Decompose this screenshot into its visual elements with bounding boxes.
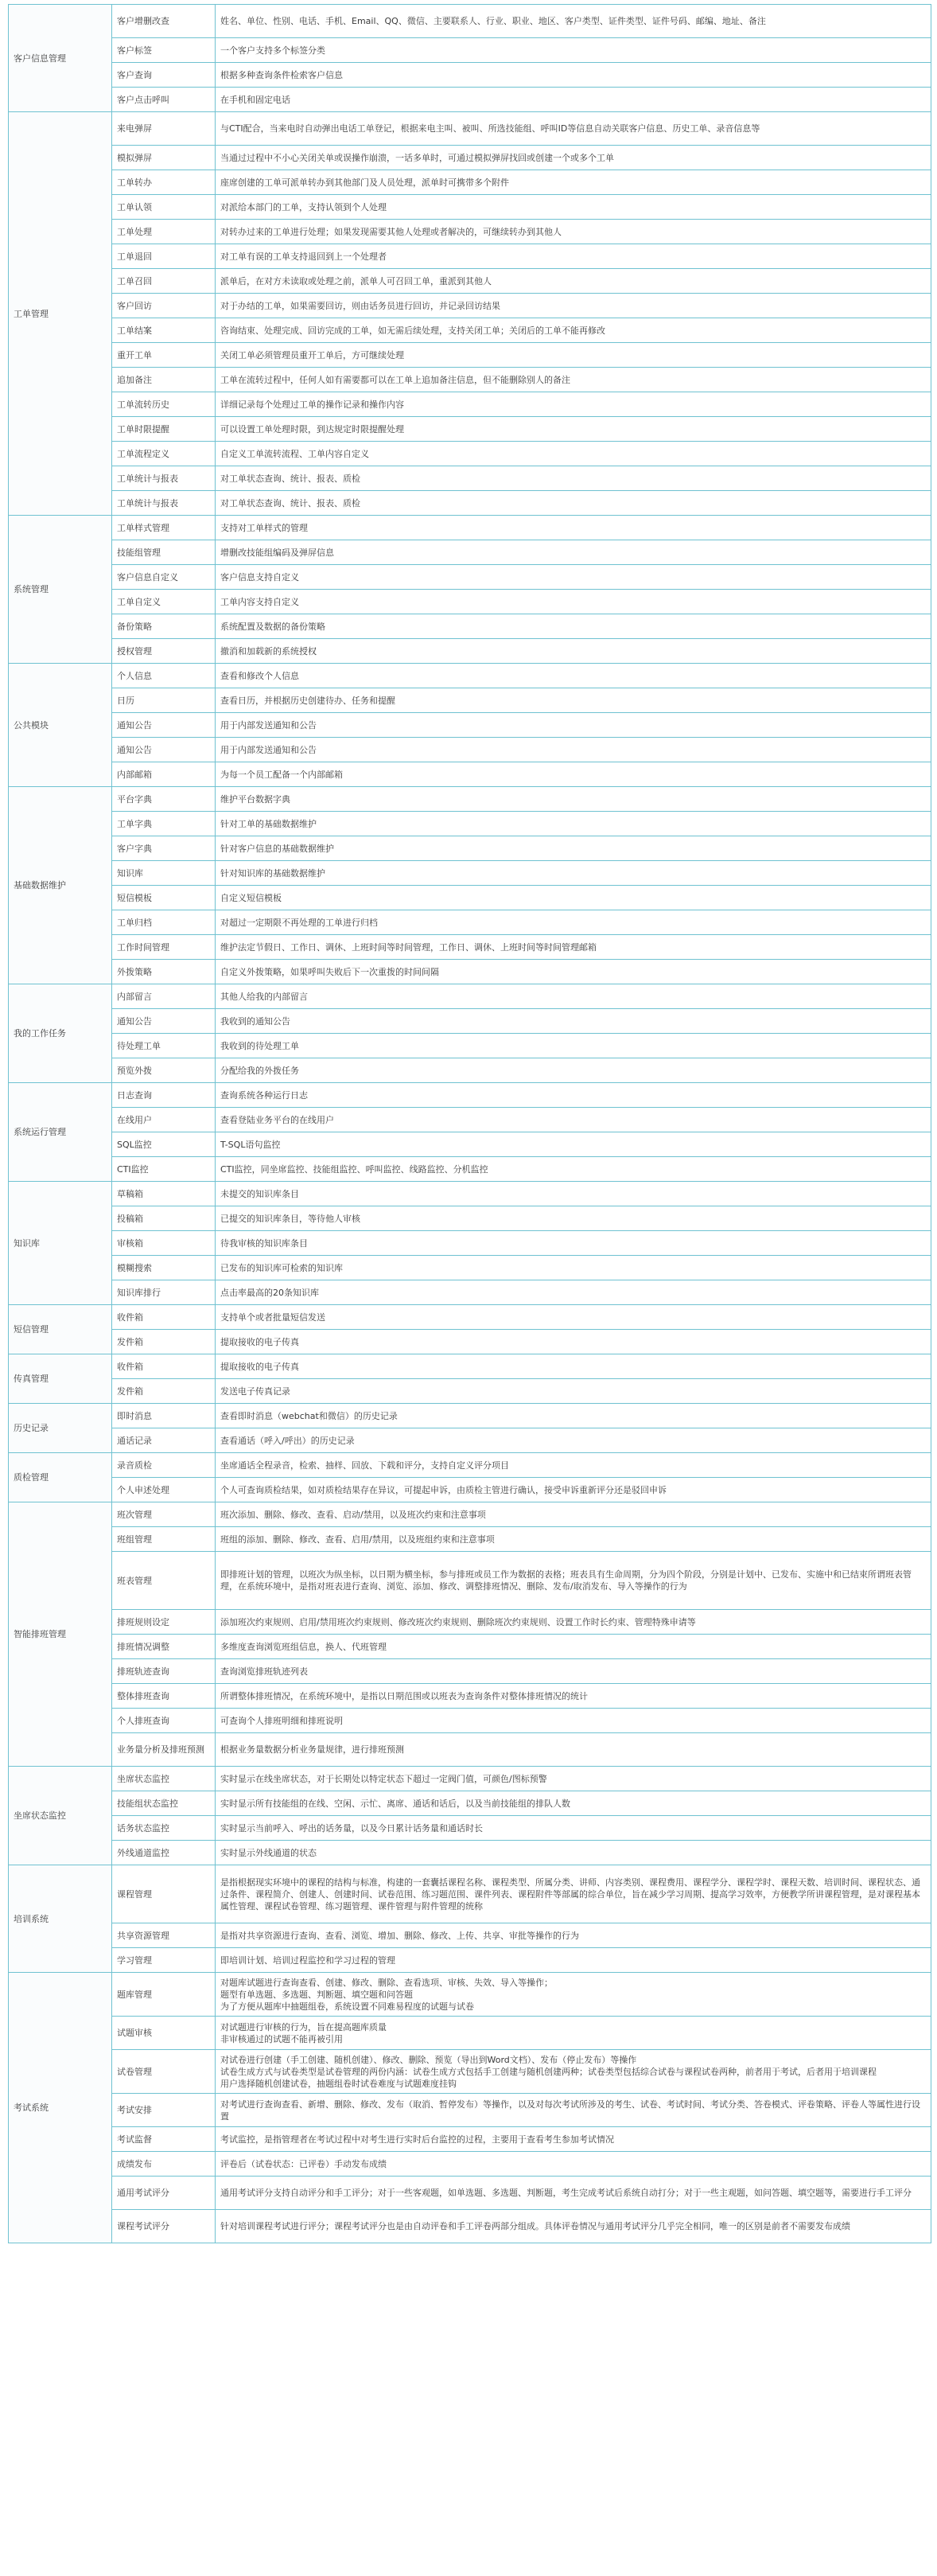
category-cell: 智能排班管理 xyxy=(9,1502,112,1767)
table-row xyxy=(9,2017,931,2050)
feature-cell: 日历 xyxy=(112,688,216,713)
description-cell: 对试题进行审核的行为，旨在提高题库质量 非审核通过的试题不能再被引用 xyxy=(216,2017,931,2050)
description-cell: 用于内部发送通知和公告 xyxy=(216,713,931,738)
table-row xyxy=(9,2210,931,2243)
feature-table xyxy=(8,4,931,2243)
description-cell: 针对工单的基础数据维护 xyxy=(216,812,931,836)
description-cell: 对工单有误的工单支持退回到上一个处理者 xyxy=(216,244,931,269)
table-row xyxy=(9,836,931,861)
feature-cell: 工单处理 xyxy=(112,220,216,244)
description-cell: 发送电子传真记录 xyxy=(216,1379,931,1404)
feature-cell: 通知公告 xyxy=(112,713,216,738)
description-cell: 是指根据现实环境中的课程的结构与标准，构建的一套囊括课程名称、课程类型、所属分类、讲师、内容类别、课程费用、课程学分、课程学时、课程天数、培训时间、课程状态、通过条件、课程简介、创建人、创建时间、试卷范围、练习题范围、课件列表、课程附件等部属的综合单位，旨在减少学习周期、提高学习效率，方便教学所讲课程管理，是对课程基本属性管理、课程试卷管理、练习题管理、课件管理与附件管理的统称 xyxy=(216,1865,931,1923)
feature-cell: 在线用户 xyxy=(112,1108,216,1132)
table-row xyxy=(9,1635,931,1659)
feature-cell: 考试监督 xyxy=(112,2127,216,2152)
description-cell: 未提交的知识库条目 xyxy=(216,1182,931,1206)
feature-cell: 平台字典 xyxy=(112,787,216,812)
feature-cell: 业务量分析及排班预测 xyxy=(112,1733,216,1767)
category-cell: 客户信息管理 xyxy=(9,5,112,112)
feature-cell: 投稿箱 xyxy=(112,1206,216,1231)
feature-cell: 模拟弹屏 xyxy=(112,146,216,170)
description-cell: 即培训计划、培训过程监控和学习过程的管理 xyxy=(216,1948,931,1973)
table-row xyxy=(9,960,931,984)
feature-cell: 工单结案 xyxy=(112,318,216,343)
description-cell: 分配给我的外拨任务 xyxy=(216,1058,931,1083)
table-row xyxy=(9,1034,931,1058)
table-row xyxy=(9,343,931,368)
table-row xyxy=(9,1478,931,1502)
table-row xyxy=(9,713,931,738)
table-row xyxy=(9,540,931,565)
category-cell: 培训系统 xyxy=(9,1865,112,1973)
feature-cell: 工单统计与报表 xyxy=(112,466,216,491)
description-cell: 姓名、单位、性别、电话、手机、Email、QQ、微信、主要联系人、行业、职业、地区、客户类型、证件类型、证件号码、邮编、地址、备注 xyxy=(216,5,931,38)
description-cell: 与CTI配合，当来电时自动弹出电话工单登记，根据来电主叫、被叫、所选技能组、呼叫ID等信息自动关联客户信息、历史工单、录音信息等 xyxy=(216,112,931,146)
feature-cell: 通知公告 xyxy=(112,738,216,762)
description-cell: 提取接收的电子传真 xyxy=(216,1330,931,1354)
description-cell: 当通过过程中不小心关闭关单或误操作崩溃，一话多单时，可通过模拟弹屏找回或创建一个或多个工单 xyxy=(216,146,931,170)
table-row xyxy=(9,590,931,614)
feature-cell: 工单转办 xyxy=(112,170,216,195)
table-row xyxy=(9,2177,931,2210)
description-cell: 在手机和固定电话 xyxy=(216,88,931,112)
feature-cell: 即时消息 xyxy=(112,1404,216,1428)
table-row xyxy=(9,1502,931,1527)
description-cell: 已提交的知识库条目，等待他人审核 xyxy=(216,1206,931,1231)
description-cell: 考试监控，是指管理者在考试过程中对考生进行实时后台监控的过程，主要用于查看考生参加考试情况 xyxy=(216,2127,931,2152)
table-row xyxy=(9,935,931,960)
feature-cell: 工单统计与报表 xyxy=(112,491,216,516)
description-cell: 针对培训课程考试进行评分；课程考试评分也是由自动评卷和手工评卷两部分组成。具体评卷情况与通用考试评分几乎完全相同，唯一的区别是前者不需要发布成绩 xyxy=(216,2210,931,2243)
description-cell: 对转办过来的工单进行处理；如果发现需要其他人处理或者解决的，可继续转办到其他人 xyxy=(216,220,931,244)
table-row xyxy=(9,1305,931,1330)
feature-cell: 收件箱 xyxy=(112,1354,216,1379)
table-row xyxy=(9,1865,931,1923)
description-cell: 提取接收的电子传真 xyxy=(216,1354,931,1379)
feature-cell: 预览外拨 xyxy=(112,1058,216,1083)
description-cell: 对考试进行查询查看、新增、删除、修改、发布（取消、暂停发布）等操作，以及对每次考试所涉及的考生、试卷、考试时间、考试分类、答卷模式、评卷策略、评卷人等属性进行设置 xyxy=(216,2094,931,2127)
feature-cell: 工单流程定义 xyxy=(112,442,216,466)
feature-cell: 个人排班查询 xyxy=(112,1709,216,1733)
description-cell: 班组的添加、删除、修改、查看、启用/禁用，以及班组约束和注意事项 xyxy=(216,1527,931,1552)
description-cell: 支持对工单样式的管理 xyxy=(216,516,931,540)
description-cell: 已发布的知识库可检索的知识库 xyxy=(216,1256,931,1280)
table-row xyxy=(9,244,931,269)
description-cell: 班次添加、删除、修改、查看、启动/禁用，以及班次约束和注意事项 xyxy=(216,1502,931,1527)
description-cell: 详细记录每个处理过工单的操作记录和操作内容 xyxy=(216,392,931,417)
description-cell: 多维度查询浏览班组信息，换人、代班管理 xyxy=(216,1635,931,1659)
feature-cell: 工作时间管理 xyxy=(112,935,216,960)
description-cell: 自定义外拨策略，如果呼叫失败后下一次重拨的时间间隔 xyxy=(216,960,931,984)
description-cell: 增删改技能组编码及弹屏信息 xyxy=(216,540,931,565)
table-row xyxy=(9,516,931,540)
description-cell: 点击率最高的20条知识库 xyxy=(216,1280,931,1305)
description-cell: 可以设置工单处理时限，到达规定时限提醒处理 xyxy=(216,417,931,442)
table-row xyxy=(9,1610,931,1635)
feature-cell: 内部邮箱 xyxy=(112,762,216,787)
table-row xyxy=(9,1379,931,1404)
feature-cell: 外拨策略 xyxy=(112,960,216,984)
description-cell: 添加班次约束规则、启用/禁用班次约束规则、修改班次约束规则、删除班次约束规则、设置工作时长约束、管理特殊申请等 xyxy=(216,1610,931,1635)
description-cell: 查询系统各种运行日志 xyxy=(216,1083,931,1108)
feature-cell: 追加备注 xyxy=(112,368,216,392)
table-row xyxy=(9,812,931,836)
feature-cell: 通知公告 xyxy=(112,1009,216,1034)
feature-cell: 工单自定义 xyxy=(112,590,216,614)
category-cell: 工单管理 xyxy=(9,112,112,516)
table-row xyxy=(9,1132,931,1157)
category-cell: 我的工作任务 xyxy=(9,984,112,1083)
description-cell: 查看登陆业务平台的在线用户 xyxy=(216,1108,931,1132)
feature-cell: 题库管理 xyxy=(112,1973,216,2017)
feature-cell: SQL监控 xyxy=(112,1132,216,1157)
feature-cell: 客户点击呼叫 xyxy=(112,88,216,112)
description-cell: 查看即时消息（webchat和微信）的历史记录 xyxy=(216,1404,931,1428)
table-row xyxy=(9,368,931,392)
feature-cell: 重开工单 xyxy=(112,343,216,368)
table-row xyxy=(9,466,931,491)
description-cell: 对工单状态查询、统计、报表、质检 xyxy=(216,491,931,516)
feature-cell: 工单归档 xyxy=(112,910,216,935)
feature-cell: 试卷管理 xyxy=(112,2050,216,2094)
feature-cell: 待处理工单 xyxy=(112,1034,216,1058)
description-cell: 所谓整体排班情况，在系统环境中，是指以日期范围或以班表为查询条件对整体排班情况的统计 xyxy=(216,1684,931,1709)
feature-cell: 整体排班查询 xyxy=(112,1684,216,1709)
description-cell: 系统配置及数据的备份策略 xyxy=(216,614,931,639)
feature-cell: 排班轨迹查询 xyxy=(112,1659,216,1684)
table-row xyxy=(9,1428,931,1453)
table-row xyxy=(9,1816,931,1841)
description-cell: 其他人给我的内部留言 xyxy=(216,984,931,1009)
description-cell: 撤消和加载新的系统授权 xyxy=(216,639,931,664)
feature-cell: 班表管理 xyxy=(112,1552,216,1610)
table-row xyxy=(9,639,931,664)
description-cell: 工单内容支持自定义 xyxy=(216,590,931,614)
table-row xyxy=(9,1009,931,1034)
feature-cell: 短信模板 xyxy=(112,886,216,910)
table-row xyxy=(9,1206,931,1231)
table-row xyxy=(9,1280,931,1305)
feature-cell: 通话记录 xyxy=(112,1428,216,1453)
description-cell: 对于办结的工单，如果需要回访，则由话务员进行回访，并记录回访结果 xyxy=(216,294,931,318)
description-cell: 实时显示在线坐席状态，对于长期处以特定状态下超过一定阀门值，可颜色/图标预警 xyxy=(216,1767,931,1791)
description-cell: 实时显示所有技能组的在线、空闲、示忙、离席、通话和话后，以及当前技能组的排队人数 xyxy=(216,1791,931,1816)
table-row xyxy=(9,1083,931,1108)
feature-cell: 工单召回 xyxy=(112,269,216,294)
feature-cell: 工单样式管理 xyxy=(112,516,216,540)
table-row xyxy=(9,787,931,812)
table-row xyxy=(9,112,931,146)
table-row xyxy=(9,195,931,220)
description-cell: 派单后，在对方未读取或处理之前，派单人可召回工单，重派到其他人 xyxy=(216,269,931,294)
description-cell: 对派给本部门的工单，支持认领到个人处理 xyxy=(216,195,931,220)
description-cell: T-SQL语句监控 xyxy=(216,1132,931,1157)
table-row xyxy=(9,2094,931,2127)
table-row xyxy=(9,1157,931,1182)
description-cell: 实时显示外线通道的状态 xyxy=(216,1841,931,1865)
description-cell: 查看通话（呼入/呼出）的历史记录 xyxy=(216,1428,931,1453)
table-row xyxy=(9,63,931,88)
table-row xyxy=(9,491,931,516)
table-row xyxy=(9,1791,931,1816)
category-cell: 质检管理 xyxy=(9,1453,112,1502)
description-cell: 我收到的待处理工单 xyxy=(216,1034,931,1058)
description-cell: 可查询个人排班明细和排班说明 xyxy=(216,1709,931,1733)
feature-cell: 知识库排行 xyxy=(112,1280,216,1305)
feature-cell: 外线通道监控 xyxy=(112,1841,216,1865)
description-cell: 对工单状态查询、统计、报表、质检 xyxy=(216,466,931,491)
table-row xyxy=(9,88,931,112)
feature-cell: 客户回访 xyxy=(112,294,216,318)
description-cell: 咨询结束、处理完成、回访完成的工单，如无需后续处理，支持关闭工单；关闭后的工单不能再修改 xyxy=(216,318,931,343)
description-cell: 对题库试题进行查询查看、创建、修改、删除、查看选项、审核、失效、导入等操作； 题型有单选题、多选题、判断题、填空题和问答题 为了方便从题库中抽题组卷，系统设置不同难易程度的试题与试卷 xyxy=(216,1973,931,2017)
description-cell: CTI监控，同坐席监控、技能组监控、呼叫监控、线路监控、分机监控 xyxy=(216,1157,931,1182)
category-cell: 坐席状态监控 xyxy=(9,1767,112,1865)
description-cell: 查看和修改个人信息 xyxy=(216,664,931,688)
feature-cell: 模糊搜索 xyxy=(112,1256,216,1280)
table-row xyxy=(9,146,931,170)
table-row xyxy=(9,1684,931,1709)
feature-cell: 课程考试评分 xyxy=(112,2210,216,2243)
feature-cell: 客户增删改查 xyxy=(112,5,216,38)
table-row xyxy=(9,910,931,935)
feature-cell: 工单认领 xyxy=(112,195,216,220)
feature-cell: 试题审核 xyxy=(112,2017,216,2050)
table-row xyxy=(9,170,931,195)
description-cell: 对试卷进行创建（手工创建、随机创建）、修改、删除、预览（导出到Word文档）、发布（停止发布）等操作 试卷生成方式与试卷类型是试卷管理的两份内涵：试卷生成方式包括手工创建与随机创建两种；试卷类型包括综合试卷与课程试卷两种，前者用于考试，后者用于培训课程 用户选择随机创建试卷，抽题组卷时试卷难度与试题难度挂钩 xyxy=(216,2050,931,2094)
feature-cell: 排班规则设定 xyxy=(112,1610,216,1635)
table-row xyxy=(9,886,931,910)
feature-cell: 课程管理 xyxy=(112,1865,216,1923)
table-row xyxy=(9,614,931,639)
feature-cell: 工单流转历史 xyxy=(112,392,216,417)
feature-cell: 个人信息 xyxy=(112,664,216,688)
feature-cell: 考试安排 xyxy=(112,2094,216,2127)
description-cell: 针对客户信息的基础数据维护 xyxy=(216,836,931,861)
feature-cell: 备份策略 xyxy=(112,614,216,639)
feature-cell: 客户标签 xyxy=(112,38,216,63)
description-cell: 工单在流转过程中，任何人如有需要都可以在工单上追加备注信息，但不能删除别人的备注 xyxy=(216,368,931,392)
table-row xyxy=(9,1527,931,1552)
description-cell: 是指对共享资源进行查询、查看、浏览、增加、删除、修改、上传、共享、审批等操作的行为 xyxy=(216,1923,931,1948)
feature-cell: 个人申述处理 xyxy=(112,1478,216,1502)
feature-cell: 来电弹屏 xyxy=(112,112,216,146)
table-row xyxy=(9,1453,931,1478)
feature-cell: 内部留言 xyxy=(112,984,216,1009)
description-cell: 座席创建的工单可派单转办到其他部门及人员处理，派单时可携带多个附件 xyxy=(216,170,931,195)
feature-table-body xyxy=(9,5,931,2243)
table-row xyxy=(9,861,931,886)
description-cell: 查询浏览排班轨迹列表 xyxy=(216,1659,931,1684)
feature-cell: 知识库 xyxy=(112,861,216,886)
feature-cell: 技能组状态监控 xyxy=(112,1791,216,1816)
table-row xyxy=(9,220,931,244)
table-row xyxy=(9,38,931,63)
table-row xyxy=(9,1709,931,1733)
table-row xyxy=(9,1231,931,1256)
description-cell: 一个客户支持多个标签分类 xyxy=(216,38,931,63)
category-cell: 传真管理 xyxy=(9,1354,112,1404)
description-cell: 对超过一定期限不再处理的工单进行归档 xyxy=(216,910,931,935)
table-row xyxy=(9,442,931,466)
table-row xyxy=(9,1767,931,1791)
category-cell: 系统管理 xyxy=(9,516,112,664)
feature-cell: 审核箱 xyxy=(112,1231,216,1256)
category-cell: 考试系统 xyxy=(9,1973,112,2243)
description-cell: 自定义短信模板 xyxy=(216,886,931,910)
table-row xyxy=(9,1659,931,1684)
feature-cell: 发件箱 xyxy=(112,1330,216,1354)
description-cell: 关闭工单必须管理员重开工单后，方可继续处理 xyxy=(216,343,931,368)
description-cell: 维护法定节假日、工作日、调休、上班时间等时间管理，工作日、调休、上班时间等时间管理邮箱 xyxy=(216,935,931,960)
table-row xyxy=(9,1354,931,1379)
feature-cell: 成绩发布 xyxy=(112,2152,216,2177)
feature-cell: 授权管理 xyxy=(112,639,216,664)
category-cell: 短信管理 xyxy=(9,1305,112,1354)
table-row xyxy=(9,417,931,442)
description-cell: 个人可查询质检结果，如对质检结果存在异议，可提起申诉，由质检主管进行确认，接受申诉重新评分还是驳回申诉 xyxy=(216,1478,931,1502)
table-row xyxy=(9,2050,931,2094)
description-cell: 我收到的通知公告 xyxy=(216,1009,931,1034)
feature-cell: 坐席状态监控 xyxy=(112,1767,216,1791)
table-row xyxy=(9,1330,931,1354)
table-row xyxy=(9,1841,931,1865)
feature-cell: 客户字典 xyxy=(112,836,216,861)
description-cell: 自定义工单流转流程、工单内容自定义 xyxy=(216,442,931,466)
feature-cell: 录音质检 xyxy=(112,1453,216,1478)
category-cell: 知识库 xyxy=(9,1182,112,1305)
table-row xyxy=(9,565,931,590)
feature-cell: 共享资源管理 xyxy=(112,1923,216,1948)
description-cell: 客户信息支持自定义 xyxy=(216,565,931,590)
feature-cell: CTI监控 xyxy=(112,1157,216,1182)
description-cell: 根据业务量数据分析业务量规律，进行排班预测 xyxy=(216,1733,931,1767)
table-row xyxy=(9,294,931,318)
description-cell: 为每一个员工配备一个内部邮箱 xyxy=(216,762,931,787)
feature-cell: 技能组管理 xyxy=(112,540,216,565)
table-row xyxy=(9,1404,931,1428)
category-cell: 公共模块 xyxy=(9,664,112,787)
table-row xyxy=(9,1733,931,1767)
table-row xyxy=(9,1948,931,1973)
table-row xyxy=(9,1552,931,1610)
table-row xyxy=(9,1923,931,1948)
feature-cell: 工单退回 xyxy=(112,244,216,269)
table-row xyxy=(9,1058,931,1083)
feature-cell: 收件箱 xyxy=(112,1305,216,1330)
table-row xyxy=(9,1256,931,1280)
table-row xyxy=(9,5,931,38)
table-row xyxy=(9,984,931,1009)
description-cell: 维护平台数据字典 xyxy=(216,787,931,812)
feature-cell: 客户查询 xyxy=(112,63,216,88)
table-row xyxy=(9,2152,931,2177)
description-cell: 根据多种查询条件检索客户信息 xyxy=(216,63,931,88)
table-row xyxy=(9,762,931,787)
feature-cell: 发件箱 xyxy=(112,1379,216,1404)
description-cell: 即排班计划的管理，以班次为纵坐标，以日期为横坐标，参与排班或员工作为数据的表格；班表具有生命周期，分为四个阶段，分别是计划中、已发布、实施中和已结束所谓班表管理，在系统环境中，是指对班表进行查询、浏览、添加、修改、调整排班情况、删除、发布/取消发布、导入等操作的行为 xyxy=(216,1552,931,1610)
feature-cell: 工单时限提醒 xyxy=(112,417,216,442)
description-cell: 支持单个或者批量短信发送 xyxy=(216,1305,931,1330)
table-row xyxy=(9,269,931,294)
table-row xyxy=(9,738,931,762)
description-cell: 查看日历，并根据历史创建待办、任务和提醒 xyxy=(216,688,931,713)
feature-cell: 客户信息自定义 xyxy=(112,565,216,590)
feature-cell: 班组管理 xyxy=(112,1527,216,1552)
table-row xyxy=(9,318,931,343)
feature-cell: 学习管理 xyxy=(112,1948,216,1973)
feature-cell: 工单字典 xyxy=(112,812,216,836)
description-cell: 通用考试评分支持自动评分和手工评分；对于一些客观题，如单选题、多选题、判断题，考生完成考试后系统自动打分；对于一些主观题，如问答题、填空题等，需要进行手工评分 xyxy=(216,2177,931,2210)
description-cell: 用于内部发送通知和公告 xyxy=(216,738,931,762)
description-cell: 待我审核的知识库条目 xyxy=(216,1231,931,1256)
description-cell: 评卷后（试卷状态：已评卷）手动发布成绩 xyxy=(216,2152,931,2177)
table-row xyxy=(9,664,931,688)
table-row xyxy=(9,392,931,417)
table-row xyxy=(9,1973,931,2017)
feature-cell: 通用考试评分 xyxy=(112,2177,216,2210)
category-cell: 历史记录 xyxy=(9,1404,112,1453)
feature-cell: 排班情况调整 xyxy=(112,1635,216,1659)
feature-cell: 日志查询 xyxy=(112,1083,216,1108)
feature-cell: 班次管理 xyxy=(112,1502,216,1527)
table-row xyxy=(9,2127,931,2152)
description-cell: 实时显示当前呼入、呼出的话务量，以及今日累计话务量和通话时长 xyxy=(216,1816,931,1841)
feature-cell: 话务状态监控 xyxy=(112,1816,216,1841)
description-cell: 针对知识库的基础数据维护 xyxy=(216,861,931,886)
table-row xyxy=(9,1182,931,1206)
table-row xyxy=(9,688,931,713)
description-cell: 坐席通话全程录音，检索、抽样、回放、下载和评分，支持自定义评分项目 xyxy=(216,1453,931,1478)
category-cell: 系统运行管理 xyxy=(9,1083,112,1182)
table-row xyxy=(9,1108,931,1132)
category-cell: 基础数据维护 xyxy=(9,787,112,984)
feature-cell: 草稿箱 xyxy=(112,1182,216,1206)
